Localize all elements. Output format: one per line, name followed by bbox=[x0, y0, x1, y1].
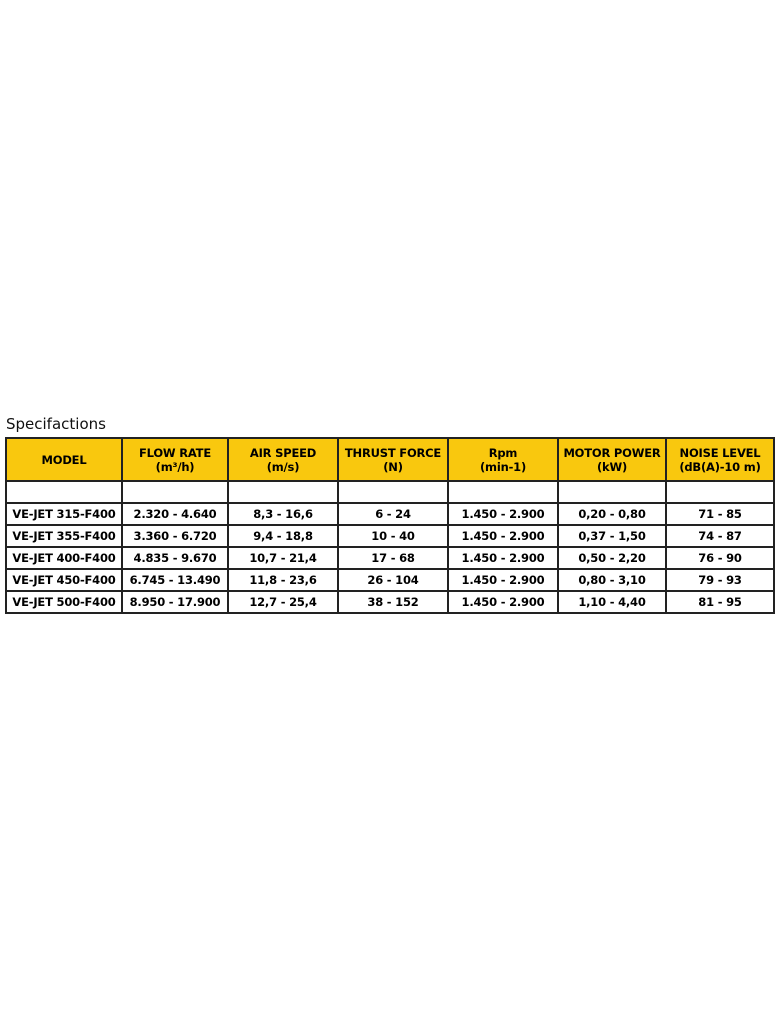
header-label: AIR SPEED bbox=[249, 445, 317, 460]
cell-air-speed: 12,7 - 25,4 bbox=[228, 591, 338, 613]
spacer-cell bbox=[448, 481, 558, 503]
header-unit: (m³/h) bbox=[155, 459, 195, 474]
header-unit: (min-1) bbox=[480, 459, 526, 474]
spacer-cell bbox=[6, 481, 122, 503]
cell-rpm: 1.450 - 2.900 bbox=[448, 547, 558, 569]
header-label: FLOW RATE bbox=[138, 445, 211, 460]
header-label: MOTOR POWER bbox=[563, 445, 661, 460]
header-flow-rate bbox=[122, 438, 228, 481]
header-spacer-row bbox=[6, 481, 774, 503]
header-unit: (kW) bbox=[596, 459, 628, 474]
section-title: Specifactions bbox=[6, 415, 106, 433]
table-row bbox=[6, 547, 774, 569]
header-model bbox=[6, 438, 122, 481]
header-label: THRUST FORCE bbox=[344, 445, 442, 460]
header-unit: (dB(A)-10 m) bbox=[679, 459, 761, 474]
cell-air-speed: 10,7 - 21,4 bbox=[228, 547, 338, 569]
header-unit: (m/s) bbox=[266, 459, 300, 474]
cell-model: VE-JET 400-F400 bbox=[6, 547, 122, 569]
cell-model: VE-JET 355-F400 bbox=[6, 525, 122, 547]
header-noise-level bbox=[666, 438, 774, 481]
specifications-table bbox=[5, 437, 775, 614]
header-air-speed bbox=[228, 438, 338, 481]
cell-motor-power: 0,50 - 2,20 bbox=[558, 547, 666, 569]
table-row bbox=[6, 569, 774, 591]
spacer-cell bbox=[558, 481, 666, 503]
cell-noise-level: 81 - 95 bbox=[666, 591, 774, 613]
cell-thrust-force: 26 - 104 bbox=[338, 569, 448, 591]
cell-motor-power: 0,37 - 1,50 bbox=[558, 525, 666, 547]
header-thrust-force bbox=[338, 438, 448, 481]
table-header-row bbox=[6, 438, 774, 481]
cell-flow-rate: 6.745 - 13.490 bbox=[122, 569, 228, 591]
cell-flow-rate: 4.835 - 9.670 bbox=[122, 547, 228, 569]
header-label: NOISE LEVEL bbox=[679, 445, 761, 460]
cell-air-speed: 11,8 - 23,6 bbox=[228, 569, 338, 591]
cell-rpm: 1.450 - 2.900 bbox=[448, 591, 558, 613]
cell-model: VE-JET 500-F400 bbox=[6, 591, 122, 613]
header-label: Rpm bbox=[488, 445, 518, 460]
header-motor-power bbox=[558, 438, 666, 481]
spacer-cell bbox=[228, 481, 338, 503]
cell-model: VE-JET 450-F400 bbox=[6, 569, 122, 591]
cell-flow-rate: 2.320 - 4.640 bbox=[122, 503, 228, 525]
table-row bbox=[6, 525, 774, 547]
table-row bbox=[6, 503, 774, 525]
header-unit: (N) bbox=[383, 459, 403, 474]
cell-thrust-force: 6 - 24 bbox=[338, 503, 448, 525]
header-rpm bbox=[448, 438, 558, 481]
cell-noise-level: 76 - 90 bbox=[666, 547, 774, 569]
header-label: MODEL bbox=[41, 452, 87, 467]
cell-noise-level: 71 - 85 bbox=[666, 503, 774, 525]
cell-flow-rate: 8.950 - 17.900 bbox=[122, 591, 228, 613]
cell-motor-power: 0,80 - 3,10 bbox=[558, 569, 666, 591]
cell-thrust-force: 38 - 152 bbox=[338, 591, 448, 613]
cell-rpm: 1.450 - 2.900 bbox=[448, 525, 558, 547]
spacer-cell bbox=[122, 481, 228, 503]
cell-motor-power: 1,10 - 4,40 bbox=[558, 591, 666, 613]
cell-thrust-force: 17 - 68 bbox=[338, 547, 448, 569]
table-row bbox=[6, 591, 774, 613]
cell-rpm: 1.450 - 2.900 bbox=[448, 569, 558, 591]
cell-noise-level: 74 - 87 bbox=[666, 525, 774, 547]
spacer-cell bbox=[666, 481, 774, 503]
cell-noise-level: 79 - 93 bbox=[666, 569, 774, 591]
cell-rpm: 1.450 - 2.900 bbox=[448, 503, 558, 525]
cell-air-speed: 9,4 - 18,8 bbox=[228, 525, 338, 547]
cell-thrust-force: 10 - 40 bbox=[338, 525, 448, 547]
spacer-cell bbox=[338, 481, 448, 503]
cell-motor-power: 0,20 - 0,80 bbox=[558, 503, 666, 525]
cell-flow-rate: 3.360 - 6.720 bbox=[122, 525, 228, 547]
cell-model: VE-JET 315-F400 bbox=[6, 503, 122, 525]
cell-air-speed: 8,3 - 16,6 bbox=[228, 503, 338, 525]
